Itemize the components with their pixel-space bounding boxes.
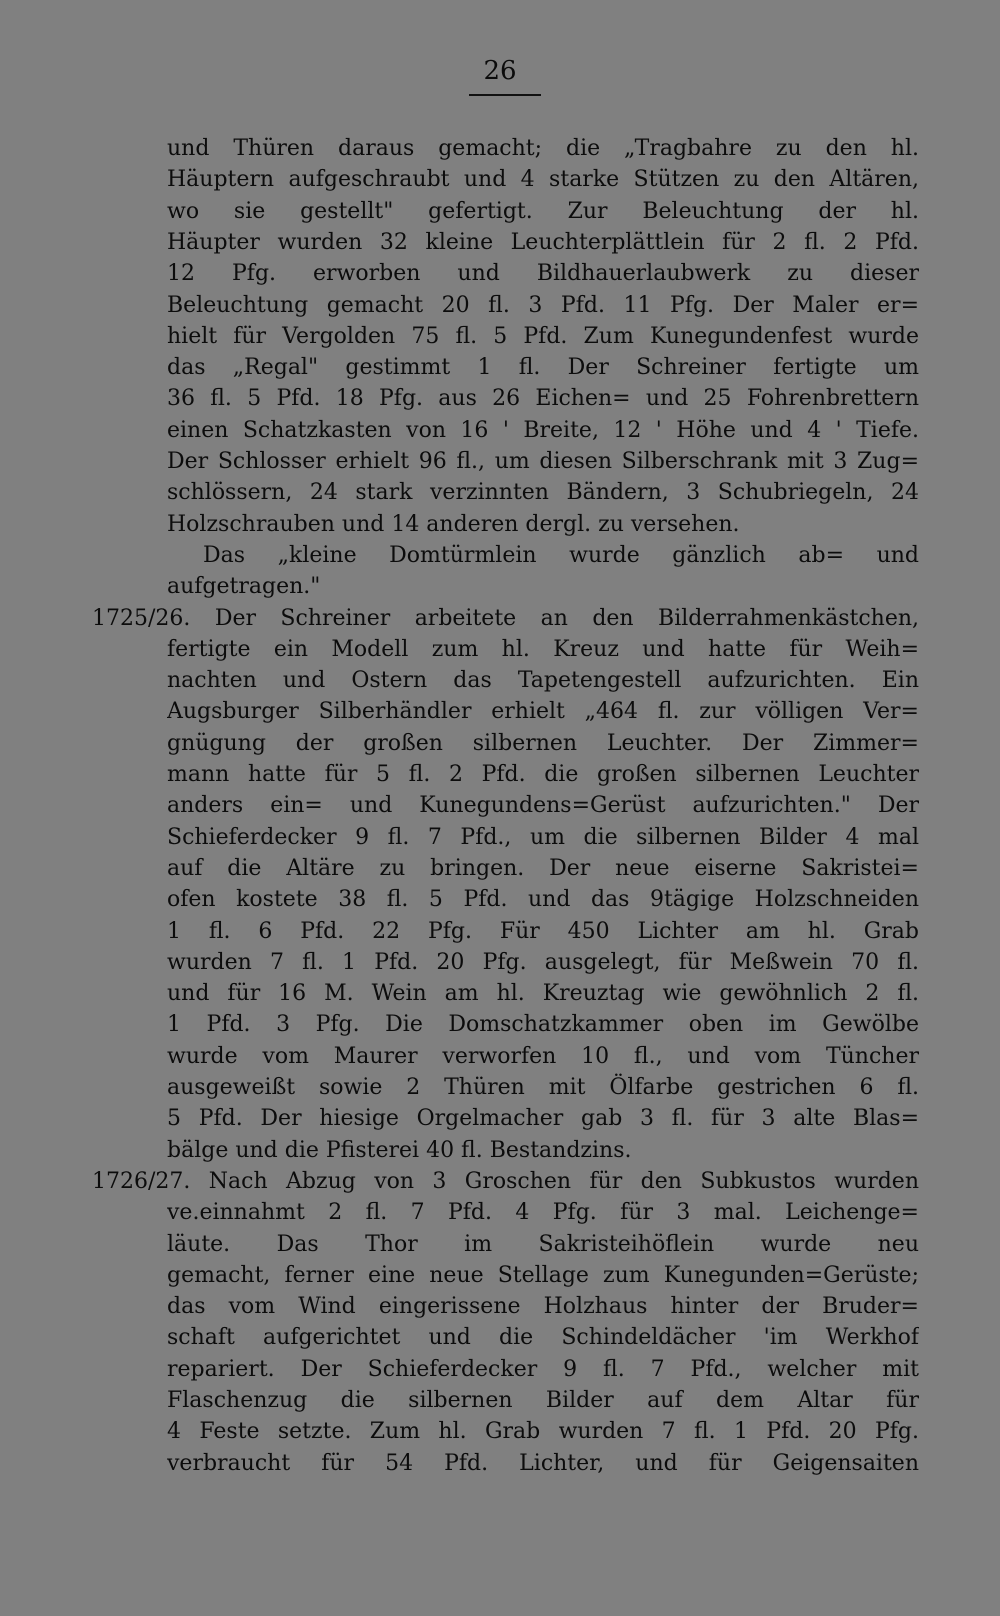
text-line: läute. Das Thor im Sakristeihöflein wurde neu (167, 1231, 919, 1257)
text-line: wo sie gestellt" gefertigt. Zur Beleuchtung der hl. (167, 198, 919, 224)
text-line: das vom Wind eingerissene Holzhaus hinter der Bruder= (167, 1294, 919, 1320)
text-line: nachten und Ostern das Tapetengestell aufzurichten. Ein (167, 668, 919, 694)
page-number: 26 (483, 56, 517, 86)
text-line: hielt für Vergolden 75 fl. 5 Pfd. Zum Kunegundenfest wurde (167, 323, 919, 349)
text-line: und für 16 M. Wein am hl. Kreuztag wie gewöhnlich 2 fl. (167, 981, 919, 1007)
text-line: Holzschrauben und 14 anderen dergl. zu versehen. (167, 511, 740, 537)
text-line: 1726/27. Nach Abzug von 3 Groschen für den Subkustos wurden (92, 1168, 919, 1194)
text-line: schaft aufgerichtet und die Schindeldächer 'im Werkhof (167, 1325, 919, 1351)
text-line: schlössern, 24 stark verzinnten Bändern, 3 Schubriegeln, 24 (167, 480, 919, 506)
text-line: 1725/26. Der Schreiner arbeitete an den Bilderrahmenkästchen, (92, 605, 919, 631)
text-line: repariert. Der Schieferdecker 9 fl. 7 Pfd., welcher mit (167, 1356, 919, 1382)
text-line: 5 Pfd. Der hiesige Orgelmacher gab 3 fl. für 3 alte Blas= (167, 1106, 919, 1132)
text-line: 12 Pfg. erworben und Bildhauerlaubwerk zu dieser (167, 261, 919, 287)
text-line: aufgetragen." (167, 574, 321, 600)
text-line: anders ein= und Kunegundens=Gerüst aufzurichten." Der (167, 793, 919, 819)
text-line: auf die Altäre zu bringen. Der neue eiserne Sakristei= (167, 855, 919, 881)
text-line: Das „kleine Domtürmlein wurde gänzlich ab= und (203, 542, 919, 568)
text-line: ve.einnahmt 2 fl. 7 Pfd. 4 Pfg. für 3 mal. Leichenge= (167, 1200, 919, 1226)
text-line: Augsburger Silberhändler erhielt „464 fl. zur völligen Ver= (167, 699, 919, 725)
text-line: verbraucht für 54 Pfd. Lichter, und für Geigensaiten (167, 1450, 919, 1476)
text-line: 1 fl. 6 Pfd. 22 Pfg. Für 450 Lichter am hl. Grab (167, 918, 919, 944)
text-line: das „Regal" gestimmt 1 fl. Der Schreiner fertigte um (167, 355, 919, 381)
text-line: wurden 7 fl. 1 Pfd. 20 Pfg. ausgelegt, für Meßwein 70 fl. (167, 949, 919, 975)
text-line: bälge und die Pfisterei 40 fl. Bestandzins. (167, 1137, 632, 1163)
text-line: 1 Pfd. 3 Pfg. Die Domschatzkammer oben im Gewölbe (167, 1012, 919, 1038)
text-line: Häupter wurden 32 kleine Leuchterplättlein für 2 fl. 2 Pfd. (167, 229, 919, 255)
text-line: mann hatte für 5 fl. 2 Pfd. die großen silbernen Leuchter (167, 762, 919, 787)
text-line: Der Schlosser erhielt 96 fl., um diesen Silberschrank mit 3 Zug= (167, 449, 919, 474)
text-line: wurde vom Maurer verworfen 10 fl., und vom Tüncher (167, 1043, 919, 1069)
text-line: 4 Feste setzte. Zum hl. Grab wurden 7 fl. 1 Pfd. 20 Pfg. (167, 1419, 919, 1445)
text-line: 36 fl. 5 Pfd. 18 Pfg. aus 26 Eichen= und 25 Fohrenbrettern (167, 386, 919, 412)
text-line: ausgeweißt sowie 2 Thüren mit Ölfarbe gestrichen 6 fl. (167, 1075, 919, 1100)
text-line: ofen kostete 38 fl. 5 Pfd. und das 9tägige Holzschneiden (167, 887, 919, 913)
text-line: Beleuchtung gemacht 20 fl. 3 Pfd. 11 Pfg. Der Maler er= (167, 292, 919, 318)
text-line: Flaschenzug die silbernen Bilder auf dem Altar für (167, 1388, 919, 1413)
text-line: gemacht, ferner eine neue Stellage zum Kunegunden=Gerüste; (167, 1262, 919, 1288)
text-line: gnügung der großen silbernen Leuchter. Der Zimmer= (167, 730, 919, 756)
page-number-rule (469, 94, 541, 96)
text-line: Häuptern aufgeschraubt und 4 starke Stützen zu den Altären, (167, 167, 919, 193)
text-line: fertigte ein Modell zum hl. Kreuz und hatte für Weih= (167, 636, 919, 662)
text-line: einen Schatzkasten von 16 ' Breite, 12 ' Höhe und 4 ' Tiefe. (167, 417, 919, 443)
text-line: und Thüren daraus gemacht; die „Tragbahre zu den hl. (167, 136, 919, 161)
text-line: Schieferdecker 9 fl. 7 Pfd., um die silbernen Bilder 4 mal (167, 824, 919, 850)
